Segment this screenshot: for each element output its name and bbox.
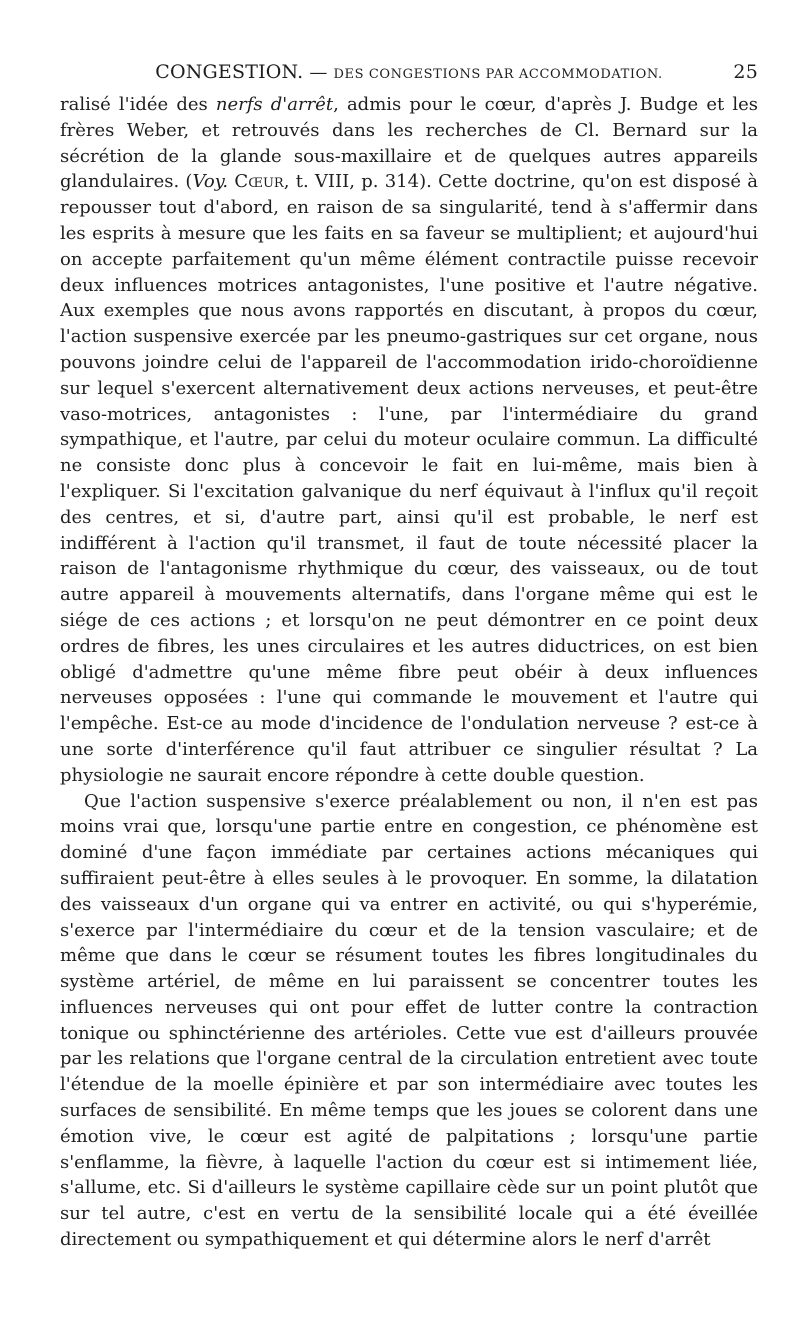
paragraph-1-text-b: , admis pour le cœur, d'après J. Budge et les frères Weber, et retrouvés dans les recherches de Cl. Bernard sur la sécrétion de la glande sous-maxillaire et de quelques autres appareils glandulaires. ( xyxy=(60,94,758,193)
running-head-title: CONGESTION. xyxy=(155,61,304,83)
paragraph-1 xyxy=(60,92,758,789)
paragraph-1-smallcaps-coeur: Cœur xyxy=(234,171,284,193)
page-number: 25 xyxy=(733,61,758,83)
running-head xyxy=(60,54,758,90)
paragraph-2: Que l'action suspensive s'exerce préalablement ou non, il n'en est pas moins vrai que, lorsqu'une partie entre en congestion, ce phénomène est dominé d'une façon immédiate par certaines actions mécaniques qui suffiraient peut-être à elles seules à le provoquer. En somme, la dilatation des vaisseaux d'un organe qui va entrer en activité, ou qui s'hyperémie, s'exerce par l'intermédiaire du cœur et de la tension vasculaire; et de même que dans le cœur se résument toutes les fibres longitudinales du système artériel, de même en lui paraissent se concentrer toutes les influences nerveuses qui ont pour effet de lutter contre la contraction tonique ou sphinctérienne des artérioles. Cette vue est d'ailleurs prouvée par les relations que l'organe central de la circulation entretient avec toute l'étendue de la moelle épinière et par son intermédiaire avec toutes les surfaces de sensibilité. En même temps que les joues se colorent dans une émotion vive, le cœur est agité de palpitations ; lorsqu'une partie s'enflamme, la fièvre, à laquelle l'action du cœur est si intimement liée, s'allume, etc. Si d'ailleurs le système capillaire cède sur un point plutôt que sur tel autre, c'est en vertu de la sensibilité locale qui a été éveillée directement ou sympathiquement et qui détermine alors le nerf d'arrêt xyxy=(60,790,758,1251)
paragraph-1-italic-voy: Voy. xyxy=(192,171,229,193)
body-text xyxy=(60,92,758,1253)
running-head-separator: — xyxy=(309,62,328,83)
paragraph-1-italic-nerfs-darret: nerfs d'arrêt xyxy=(215,94,334,115)
paragraph-1-text-c: , t. VIII, p. 314). Cette doctrine, qu'on est disposé à repousser tout d'abord, en raison de sa singularité, tend à s'affermir dans les esprits à mesure que les faits en sa faveur se multiplient; et aujourd'hui on accepte parfaitement qu'un même élément contractile puisse recevoir deux influences motrices antagonistes, l'une positive et l'autre négative. Aux exemples que nous avons rapportés en discutant, à propos du cœur, l'action suspensive exercée par les pneumo-gastriques sur cet organe, nous pouvons joindre celui de l'appareil de l'accommodation irido-choroïdienne sur lequel s'exercent alternativement deux actions nerveuses, et peut-être vaso-motrices, antagonistes : l'une, par l'intermédiaire du grand sympathique, et l'autre, par celui du moteur oculaire commun. La difficulté ne consiste donc plus à concevoir le fait en lui-même, mais bien à l'expliquer. Si l'excitation galvanique du nerf équivaut à l'influx qu'il reçoit des centres, et si, d'autre part, ainsi qu'il est probable, le nerf est indifférent à l'action qu'il transmet, il faut de toute nécessité placer la raison de l'antagonisme rhythmique du cœur, des vaisseaux, ou de tout autre appareil à mouvements alternatifs, dans l'organe même qui est le siége de ces actions ; et lorsqu'on ne peut démontrer en ce point deux ordres de fibres, les unes circulaires et les autres diductrices, on est bien obligé d'admettre qu'une même fibre peut obéir à deux influences nerveuses opposées : l'une qui commande le mouvement et l'autre qui l'empêche. Est-ce au mode d'incidence de l'ondulation nerveuse ? est-ce à une sorte d'interférence qu'il faut attribuer ce singulier résultat ? La physiologie ne saurait encore répondre à cette double question. xyxy=(60,171,758,786)
paragraph-1-text-a: ralisé l'idée des xyxy=(60,94,216,115)
running-head-subtitle: DES CONGESTIONS PAR ACCOMMODATION. xyxy=(333,67,663,82)
